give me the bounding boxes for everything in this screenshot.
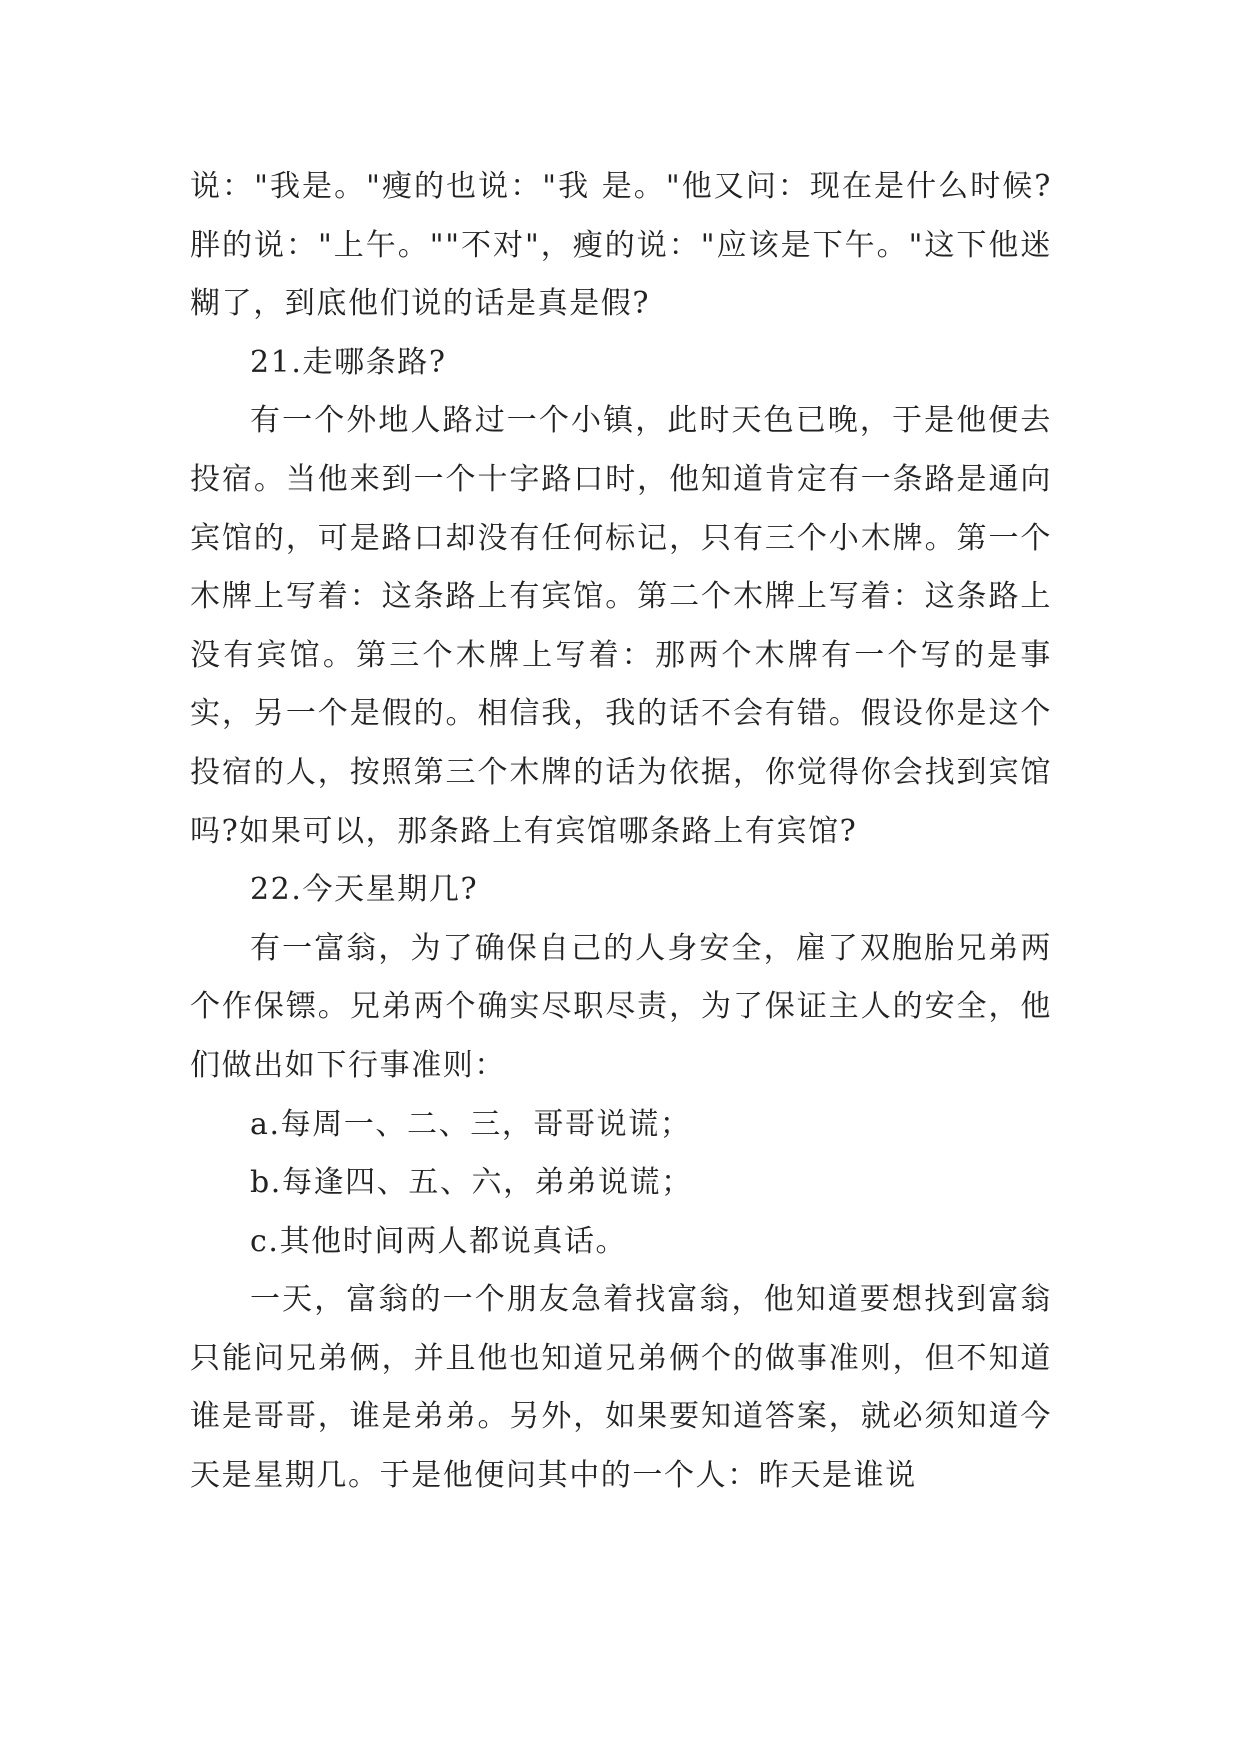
section-22-heading: 22.今天星期几? xyxy=(250,872,479,908)
rule-c: c.其他时间两人都说真话。 xyxy=(250,1223,628,1259)
rule-b: b.每逢四、五、六，弟弟说谎； xyxy=(250,1165,693,1201)
section-22-intro: 有一富翁，为了确保自己的人身安全，雇了双胞胎兄弟两个作保镖。兄弟两个确实尽职尽责，为了保证主人的安全，他们做出如下行事准则： xyxy=(190,930,1052,1083)
rule-a: a.每周一、二、三，哥哥说谎； xyxy=(250,1106,692,1142)
continued-paragraph: 说："我是。"瘦的也说："我 是。"他又问：现在是什么时候?胖的说："上午。""不对"，瘦的说："应该是下午。"这下他迷糊了，到底他们说的话是真是假? xyxy=(190,169,1052,322)
section-21-heading: 21.走哪条路? xyxy=(250,344,447,380)
section-22-story: 一天，富翁的一个朋友急着找富翁，他知道要想找到富翁只能问兄弟俩，并且他也知道兄弟俩个的做事准则，但不知道谁是哥哥，谁是弟弟。另外，如果要知道答案，就必须知道今天是星期几。于是他便问其中的一个人：昨天是谁说 xyxy=(190,1282,1052,1494)
document-page xyxy=(190,158,1052,1506)
section-21-paragraph: 有一个外地人路过一个小镇，此时天色已晚，于是他便去投宿。当他来到一个十字路口时，他知道肯定有一条路是通向宾馆的，可是路口却没有任何标记，只有三个小木牌。第一个木牌上写着：这条路上有宾馆。第二个木牌上写着：这条路上没有宾馆。第三个木牌上写着：那两个木牌有一个写的是事实，另一个是假的。相信我，我的话不会有错。假设你是这个投宿的人，按照第三个木牌的话为依据，你觉得你会找到宾馆吗?如果可以，那条路上有宾馆哪条路上有宾馆? xyxy=(190,403,1052,849)
